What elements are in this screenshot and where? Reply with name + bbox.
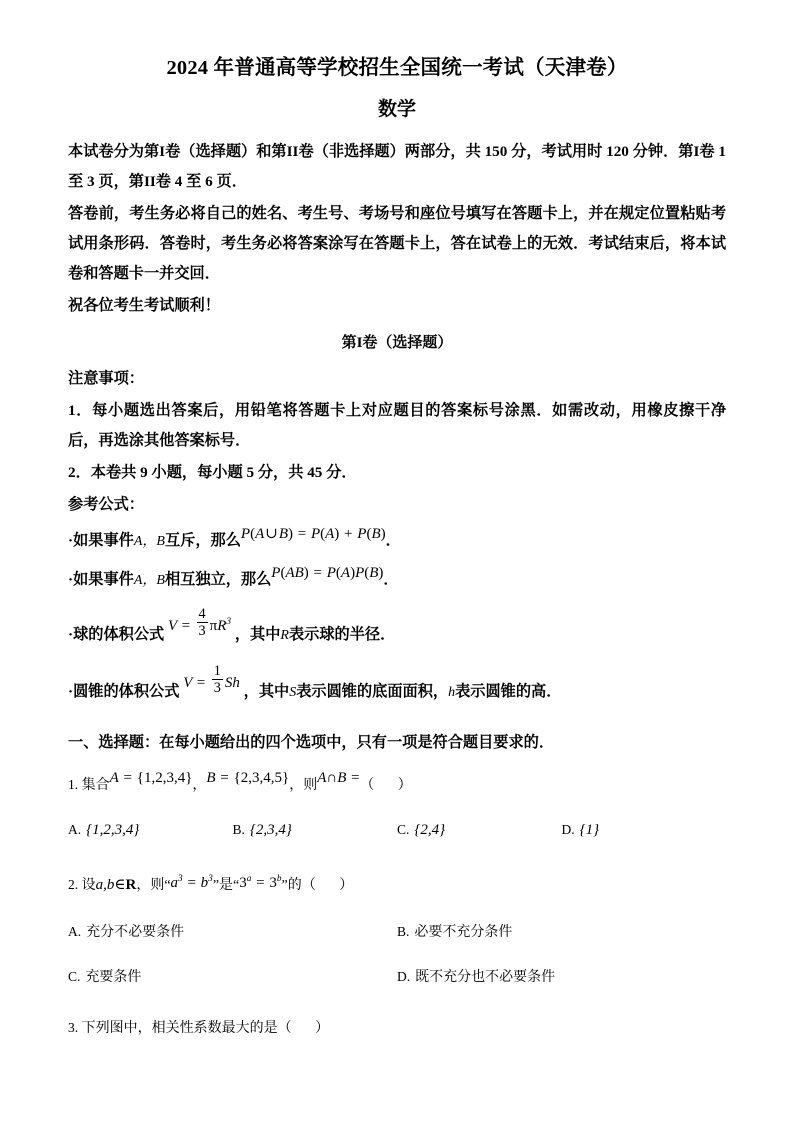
variables-ab: a,b (95, 877, 115, 894)
union-probability-formula: P(A∪B) = P(A) + P(B) (240, 526, 386, 543)
formula-prefix: ·如果事件 (68, 571, 134, 589)
intro-paragraph-2: 答卷前，考生务必将自己的姓名、考生号、考场号和座位号填写在答题卡上，并在规定位置粘贴考试用条形码．答卷时，考生务必将答案涂写在答题卡上，答在试卷上的无效．考试结束后，将本试卷和答题卡一并交回． (68, 205, 726, 283)
option-label: A. (68, 924, 82, 940)
formula-independent (68, 563, 726, 598)
option-b[interactable] (233, 815, 398, 846)
comma-1: ， (192, 778, 207, 794)
option-label: B. (397, 924, 410, 940)
subject-title: 数学 (377, 98, 416, 120)
option-value: {2,4} (414, 822, 446, 839)
fraction-one-third: $\frac{1}{3}$ (213, 663, 221, 696)
formulas-label: 参考公式： (68, 496, 144, 514)
option-label: C. (397, 822, 410, 838)
formula-comma: ， (142, 534, 157, 550)
option-label: A. (68, 822, 82, 838)
notice-label: 注意事项： (68, 370, 144, 388)
option-label: D. (397, 969, 411, 985)
formula-middle-2: 表示圆锥的底面面积， (296, 683, 449, 701)
page-title: 2024 年普通高等学校招生全国统一考试（天津卷） (166, 57, 628, 79)
set-a-definition: A = {1,2,3,4} (109, 770, 193, 787)
expression-a-cubed-equals-b-cubed: $a^3 = b^3$ (170, 874, 213, 892)
question-3-stem (68, 1011, 726, 1046)
notice-item-2: 2．本卷共 9 小题，每小题 5 分，共 45 分． (68, 464, 357, 482)
option-value: {1} (579, 822, 600, 839)
intersection-expression: A∩B = (317, 770, 361, 787)
formula-suffix: ． (383, 571, 399, 589)
formula-sphere-volume (68, 608, 726, 659)
question-number: 3. (68, 1020, 79, 1036)
question-2-stem (68, 864, 726, 903)
question-number: 1. (68, 777, 79, 793)
option-label: C. (68, 969, 81, 985)
event-a-symbol: A (133, 573, 143, 589)
formula-prefix: ·球的体积公式 (68, 626, 165, 644)
option-c[interactable] (397, 815, 562, 846)
formula-suffix: ． (385, 532, 401, 550)
formula-prefix: ·圆锥的体积公式 (68, 683, 180, 701)
fraction-four-thirds: $\frac{4}{3}$ (198, 606, 206, 639)
question-2-options-row-2 (68, 962, 726, 993)
event-b-symbol: B (156, 534, 165, 550)
base-area-symbol: S (289, 685, 297, 701)
option-value: 既不充分也不必要条件 (415, 970, 556, 986)
set-b-definition: B = {2,3,4,5} (206, 770, 290, 787)
formula-middle: ，其中 (243, 683, 290, 701)
question-1-stem (68, 768, 726, 803)
question-stem-text: 下列图中，相关性系数最大的是 (81, 1021, 278, 1037)
option-value: 充要条件 (85, 970, 142, 986)
question-1-options (68, 815, 726, 846)
then-text: 则 (303, 778, 318, 794)
expression-three-pow-a-equals-three-pow-b: $3^a = 3^b$ (239, 874, 282, 892)
formula-suffix: 表示圆锥的高． (455, 683, 562, 701)
notice-item-1: 1．每小题选出答案后，用铅笔将答题卡上对应题目的答案标号涂黑．如需改动，用橡皮擦干净后，再选涂其他答案标号． (68, 402, 726, 450)
intro-paragraph-1: 本试卷分为第I卷（选择题）和第II卷（非选择题）两部分，共 150 分，考试用时 120 分钟．第I卷 1 至 3 页，第II卷 4 至 6 页． (68, 143, 726, 191)
radius-symbol: R (280, 628, 289, 644)
intro-paragraph-3: 祝各位考生考试顺利！ (68, 297, 220, 315)
question-stem-middle-2: ”是“ (212, 878, 240, 894)
formula-prefix: ·如果事件 (68, 532, 134, 550)
event-b-symbol: B (156, 573, 165, 589)
option-c[interactable] (68, 962, 397, 993)
event-a-symbol: A (133, 534, 143, 550)
option-value: {1,2,3,4} (86, 822, 140, 839)
option-value: 必要不充分条件 (414, 925, 513, 941)
real-numbers-symbol: R (125, 877, 137, 894)
paper-one-heading: 第I卷（选择题） (341, 335, 453, 352)
question-stem-prefix: 设 (81, 878, 96, 894)
question-stem-text: 集合 (81, 778, 110, 794)
formula-cone-volume (68, 663, 726, 716)
option-value: 充分不必要条件 (86, 925, 185, 941)
option-a[interactable] (68, 917, 397, 948)
option-label: B. (232, 822, 245, 838)
answer-blank[interactable]: （ ） (360, 778, 422, 794)
answer-blank[interactable]: （ ） (301, 878, 364, 894)
formula-middle: ，其中 (234, 626, 281, 644)
formula-middle: 相互独立，那么 (164, 571, 272, 589)
option-b[interactable] (397, 917, 726, 948)
option-value: {2,3,4} (249, 822, 292, 839)
answer-blank[interactable]: （ ） (277, 1021, 340, 1037)
formula-suffix: 表示球的半径． (288, 626, 396, 644)
option-d[interactable] (397, 962, 726, 993)
formula-middle: 互斥，那么 (164, 532, 241, 550)
option-a[interactable] (68, 815, 233, 846)
formula-mutually-exclusive (68, 524, 726, 559)
comma-2: ， (289, 778, 304, 794)
page-content (68, 56, 726, 1046)
element-of-icon: ∈ (114, 877, 126, 894)
option-d[interactable] (562, 815, 727, 846)
question-stem-end: ”的 (281, 878, 302, 894)
formula-comma: ， (142, 573, 157, 589)
independent-probability-formula: P(AB) = P(A)P(B) (271, 565, 384, 582)
height-symbol: h (448, 685, 456, 701)
section-one-heading: 一、选择题：在每小题给出的四个选项中，只有一项是符合题目要求的． (68, 734, 554, 752)
sphere-volume-expression: V = $\frac{4}{3}$ $\pi R^3$ (168, 606, 232, 639)
option-label: D. (561, 822, 575, 838)
question-number: 2. (68, 877, 79, 893)
cone-volume-expression: V = $\frac{1}{3}$ Sh (183, 663, 240, 696)
question-stem-middle: ，则“ (136, 878, 171, 894)
question-2-options-row-1 (68, 917, 726, 948)
